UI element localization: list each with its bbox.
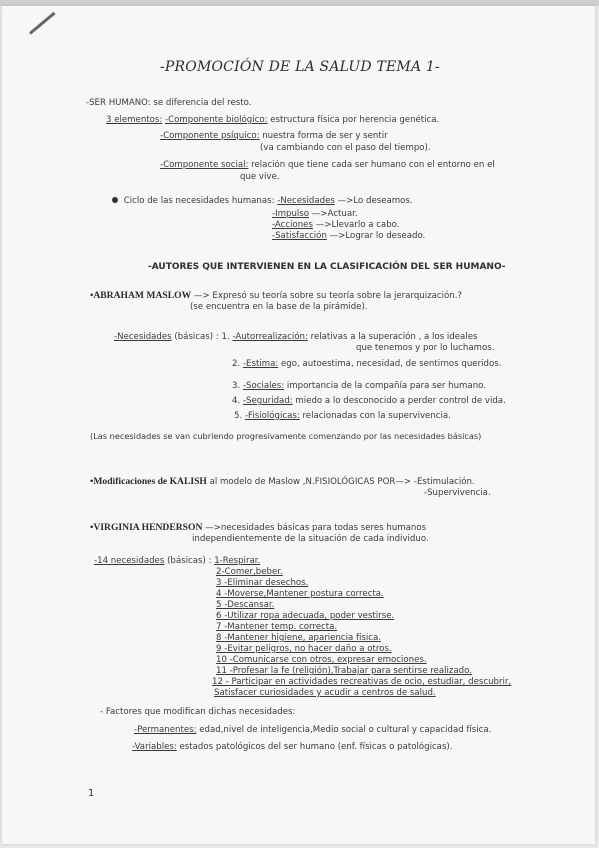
ciclo-def: —>Actuar. [311,209,358,219]
henderson-item: 11 -Profesar la fe (religión),Trabajar para sentirse realizado. [216,666,472,676]
level-num: 4. [232,396,241,406]
henderson-text: —>necesidades básicas para todas seres humanos [205,523,427,533]
level-num: 1. [221,332,230,342]
level-def: miedo a lo desconocido a perder control de vida. [295,396,506,406]
level-num: 5. [234,411,243,421]
henderson-item: 8 -Mantener higiene, apariencia física. [216,633,381,643]
psiquico-label: -Componente psíquico: [160,131,260,141]
henderson-item: 4 -Moverse,Mantener postura correcta. [216,589,384,599]
maslow-level [232,359,501,370]
maslow-text: —> Expresó su teoría sobre su teoría sobre la jerarquización.? [193,291,463,301]
maslow-nec-line [114,332,477,343]
level-def: ego, autoestima, necesidad, de sentirnos queridos. [280,359,502,369]
ciclo-def: —>Lo deseamos. [337,196,413,206]
ciclo-item [272,209,358,220]
henderson-item: 6 -Utilizar ropa adecuada, poder vestirse. [216,611,395,621]
maslow-note: (Las necesidades se van cubriendo progresivamente comenzando por las necesidades básicas) [90,431,482,441]
psiquico-cont: (va cambiando con el paso del tiempo). [260,143,431,153]
ciclo-line [112,196,413,207]
level-term: -Fisiológicas: [244,411,300,421]
henderson-label-suffix: (básicas) : [167,556,212,566]
bullet-dot [112,197,118,203]
maslow-nec-suffix: (básicas) : [174,332,219,342]
henderson-item: 10 -Comunicarse con otros, expresar emociones. [216,655,427,665]
henderson-item: 5 -Descansar. [216,600,275,610]
ciclo-def: —>Llevarlo a cabo. [315,220,400,230]
level-def: importancia de la compañía para ser humano. [286,381,486,391]
ciclo-def: —>Lograr lo deseado. [329,231,426,241]
factores-perm-text: edad,nivel de inteligencia,Medio social o cultural y capacidad física. [199,725,492,735]
level-term: -Autorrealización: [232,332,308,342]
henderson-item: 9 -Evitar peligros, no hacer daño a otros. [216,644,392,654]
maslow-nec-label: -Necesidades [114,332,172,342]
maslow-level [232,396,506,407]
maslow-line [90,290,462,302]
biologico-label: -Componente biológico: [165,115,268,125]
ciclo-item [272,231,425,242]
factores-var-text: estados patológicos del ser humano (enf. físicas o patológicas). [179,742,453,752]
level-num: 3. [232,381,241,391]
ciclo-term: -Satisfacción [272,231,327,241]
ciclo-item [272,220,400,231]
henderson-item: 1-Respirar. [214,556,261,566]
factores-perm-label: -Permanentes: [134,725,197,735]
maslow-level [234,411,451,422]
level-term: -Sociales: [242,381,285,391]
level-term: -Estima: [242,359,279,369]
kalish-text: al modelo de Maslow ,N.FISIOLÓGICAS POR—> -Estimulación. [209,477,475,487]
biologico-line [106,115,439,126]
factores-perm [134,725,491,736]
level-def: relativas a la superación , a los ideales [310,332,478,342]
henderson-label-line [94,556,260,567]
maslow-level [232,381,486,392]
henderson-item: Satisfacer curiosidades y acudir a centros de salud. [214,688,436,698]
ser-humano-line: -SER HUMANO: se diferencia del resto. [86,98,252,108]
autores-heading: -AUTORES QUE INTERVIENEN EN LA CLASIFICACIÓN DEL SER HUMANO- [148,262,506,272]
biologico-text: estructura física por herencia genética. [270,115,440,125]
henderson-item: 2-Comer,beber. [216,567,283,577]
notes-page [2,6,595,844]
psiquico-line [160,131,388,142]
maslow-name: •ABRAHAM MASLOW [90,290,192,301]
factores-var [132,742,453,753]
level-term: -Seguridad: [242,396,293,406]
henderson-item: 7 -Mantener temp. correcta. [216,622,338,632]
page-number: 1 [88,788,95,799]
social-cont: que vive. [240,172,280,182]
maslow-cont: (se encuentra en la base de la pirámide). [190,302,368,312]
ciclo-term: -Necesidades [277,196,335,206]
level-cont: que tenemos y por lo luchamos. [356,343,495,353]
ciclo-term: -Impulso [272,209,310,219]
level-num: 2. [232,359,241,369]
pencil-mark [29,12,55,35]
psiquico-text: nuestra forma de ser y sentir [262,131,388,141]
ciclo-label: Ciclo de las necesidades humanas: [123,196,275,206]
henderson-line [90,522,426,534]
henderson-label: -14 necesidades [94,556,165,566]
henderson-name: •VIRGINIA HENDERSON [90,522,203,533]
social-line [160,160,495,171]
social-text: relación que tiene cada ser humano con el entorno en el [251,160,495,170]
level-def: relacionadas con la supervivencia. [302,411,451,421]
social-label: -Componente social: [160,160,249,170]
henderson-cont: independientemente de la situación de cada individuo. [192,534,429,544]
kalish-cont: -Supervivencia. [424,488,491,498]
page-title: -PROMOCIÓN DE LA SALUD TEMA 1- [160,59,440,75]
kalish-name: •Modificaciones de KALISH [90,476,207,487]
factores-var-label: -Variables: [132,742,177,752]
henderson-item: 3 -Eliminar desechos. [216,578,309,588]
kalish-line [90,476,475,488]
factores-label: - Factores que modifican dichas necesidades: [100,707,296,717]
henderson-item: 12 - Participar en actividades recreativas de ocio, estudiar, descubrir, [212,677,512,687]
ciclo-term: -Acciones [272,220,313,230]
elementos-label: 3 elementos: [106,115,163,125]
